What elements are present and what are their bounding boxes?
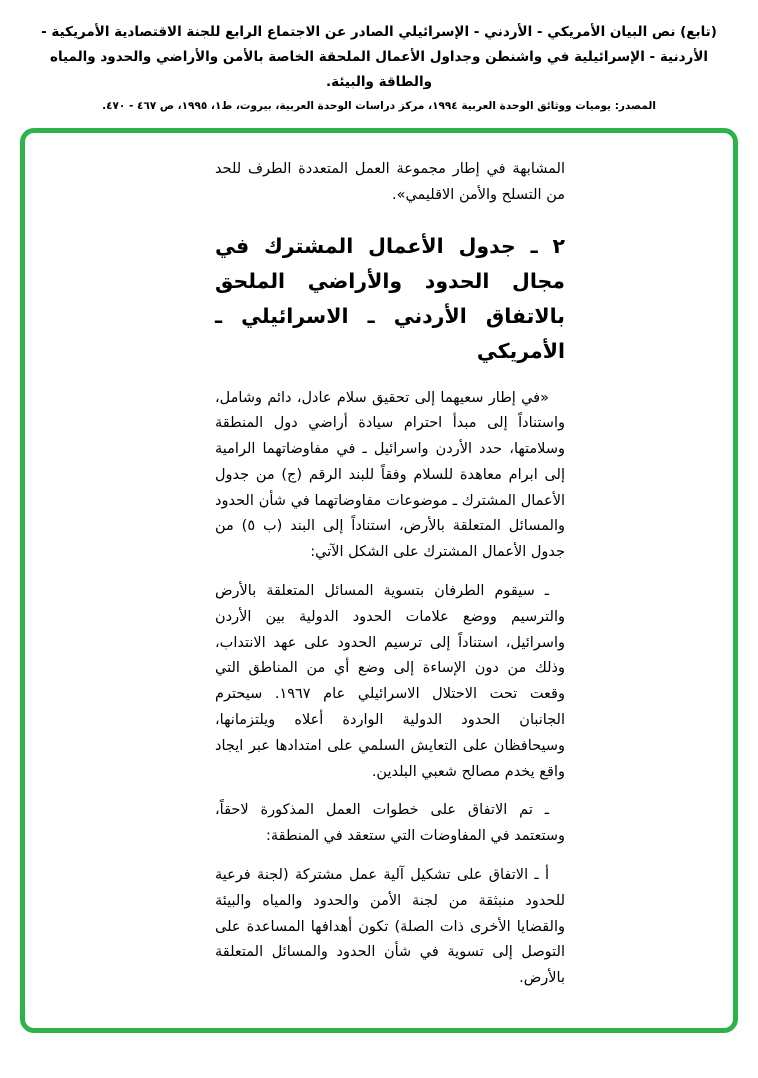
- green-border-frame: [20, 128, 738, 1033]
- document-header: [0, 0, 758, 112]
- body-paragraph: ـ تم الاتفاق على خطوات العمل المذكورة لاحقاً، وستعتمد في المفاوضات التي ستعقد في المنطقة:: [215, 802, 565, 845]
- body-paragraph: ـ سيقوم الطرفان بتسوية المسائل المتعلقة بالأرض والترسيم ووضع علامات الحدود الدولية بين الأردن واسرائيل، استناداً إلى ترسيم الحدود على عهد الانتداب، وذلك من دون الإساءة إلى وضع أي من المناطق التي وقعت تحت الاحتلال الاسرائيلي عام ١٩٦٧. سيحترم الجانبان الحدود الدولية الواردة أعلاه ويلتزمانها، وسيحافظان على التعايش السلمي على امتدادها عبر ايجاد واقع يخدم مصالح شعبي البلدين.: [215, 583, 565, 780]
- document-title: (تابع) نص البيان الأمريكي - الأردني - الإسرائيلي الصادر عن الاجتماع الرابع للجنة الاقتصادية الأمريكية - الأردنية - الإسرائيلية في واشنطن وجداول الأعمال الملحقة الخاصة بالأمن والأراضي والحدود والمياه والطاقة والبيئة.: [41, 24, 717, 90]
- continued-paragraph: المشابهة في إطار مجموعة العمل المتعددة الطرف للحد من التسلح والأمن الاقليمي».: [215, 160, 565, 203]
- section-heading: ٢ ـ جدول الأعمال المشترك في مجال الحدود والأراضي الملحق بالاتفاق الأردني ـ الاسرائيلي ـ الأمريكي: [215, 233, 565, 364]
- body-paragraph: «في إطار سعيهما إلى تحقيق سلام عادل، دائم وشامل، واستناداً إلى مبدأ احترام سيادة أراضي دول المنطقة وسلامتها، حدد الأردن واسرائيل ـ في مفاوضاتهما الرامية إلى ابرام معاهدة للسلام وفقاً للبند الرقم (ج) من جدول الأعمال المشترك ـ موضوعات مفاوضاتهما في شأن الحدود والمسائل المتعلقة بالأرض، استناداً إلى البند (ب ٥) من جدول الأعمال المشترك على الشكل الآتي:: [215, 389, 565, 561]
- document-body: [215, 157, 565, 992]
- body-paragraph: أ ـ الاتفاق على تشكيل آلية عمل مشتركة (لجنة فرعية للحدود منبثقة من لجنة الأمن والحدود والمياه والبيئة والقضايا الأخرى ذات الصلة) تكون أهدافها المساعدة على التوصل إلى تسوية في شأن الحدود والمسائل المتعلقة بالأرض.: [215, 867, 565, 987]
- document-source-citation: المصدر: يوميات ووثائق الوحدة العربية ١٩٩٤، مركز دراسات الوحدة العربية، بيروت، ط١، ١٩٩٥، ص ٤٦٧ - ٤٧٠.: [102, 99, 656, 112]
